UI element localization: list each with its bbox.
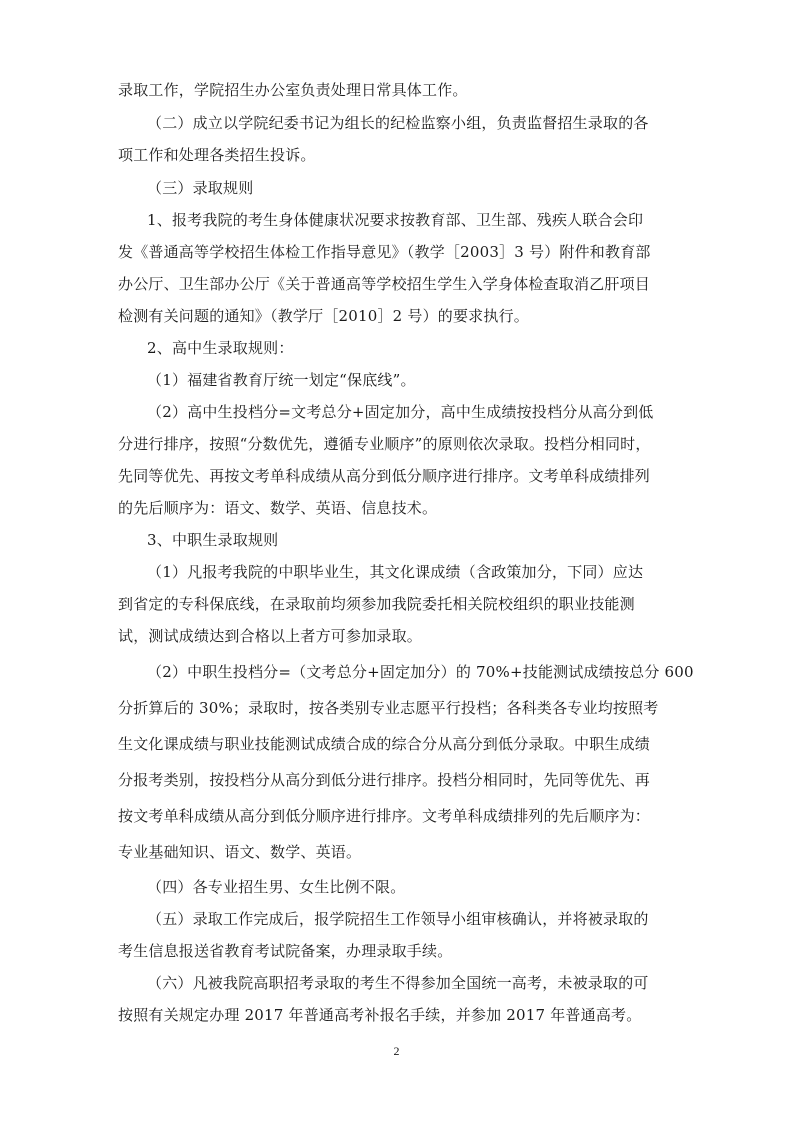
rule-2-item-2-line-1: （2）高中生投档分=文考总分+固定加分，高中生成绩按投档分从高分到低 <box>147 403 654 421</box>
section-6-line-2: 按照有关规定办理 2017 年普通高考补报名手续，并参加 2017 年普通高考。 <box>118 1006 642 1024</box>
text-line-1: 录取工作，学院招生办公室负责处理日常具体工作。 <box>118 81 468 99</box>
section-4-text: （四）各专业招生男、女生比例不限。 <box>147 878 406 896</box>
section-6-line-1: （六）凡被我院高职招考录取的考生不得参加全国统一高考，未被录取的可 <box>147 974 649 992</box>
rule-3-heading: 3、中职生录取规则 <box>147 531 279 549</box>
section-5-line-2: 考生信息报送省教育考试院备案，办理录取手续。 <box>118 942 453 960</box>
section-5-line-1: （五）录取工作完成后，报学院招生工作领导小组审核确认，并将被录取的 <box>147 910 649 928</box>
rule-2-item-2-line-4: 的先后顺序为：语文、数学、英语、信息技术。 <box>118 499 438 517</box>
rule-2-item-1: （1）福建省教育厅统一划定“保底线”。 <box>147 371 416 389</box>
rule-3-item-2-line-6: 专业基础知识、语文、数学、英语。 <box>118 843 362 861</box>
section-2-line-2: 项工作和处理各类招生投诉。 <box>118 146 316 164</box>
rule-3-item-1-line-1: （1）凡报考我院的中职毕业生，其文化课成绩（含政策加分，下同）应达 <box>147 563 644 581</box>
rule-1-line-1: 1、报考我院的考生身体健康状况要求按教育部、卫生部、残疾人联合会印 <box>147 211 644 229</box>
rule-3-item-1-line-3: 试，测试成绩达到合格以上者方可参加录取。 <box>118 627 423 645</box>
section-3-heading: （三）录取规则 <box>147 179 254 197</box>
page-number: 2 <box>393 1044 400 1058</box>
rule-2-item-2-line-3: 先同等优先、再按文考单科成绩从高分到低分顺序进行排序。文考单科成绩排列 <box>118 467 651 485</box>
rule-3-item-2-line-3: 生文化课成绩与职业技能测试成绩合成的综合分从高分到低分录取。中职生成绩 <box>118 735 651 753</box>
rule-3-item-2-line-5: 按文考单科成绩从高分到低分顺序进行排序。文考单科成绩排列的先后顺序为： <box>118 807 651 825</box>
rule-1-line-3: 办公厅、卫生部办公厅《关于普通高等学校招生学生入学身体检查取消乙肝项目 <box>118 275 651 293</box>
rule-3-item-2-line-1: （2）中职生投档分=（文考总分+固定加分）的 70%+技能测试成绩按总分 600 <box>147 663 694 681</box>
rule-3-item-2-line-4: 分报考类别，按投档分从高分到低分进行排序。投档分相同时，先同等优先、再 <box>118 771 651 789</box>
rule-2-heading: 2、高中生录取规则： <box>147 339 294 357</box>
rule-3-item-1-line-2: 到省定的专科保底线，在录取前均须参加我院委托相关院校组织的职业技能测 <box>118 595 635 613</box>
rule-1-line-2: 发《普通高等学校招生体检工作指导意见》（教学［2003］3 号）附件和教育部 <box>118 243 651 261</box>
rule-2-item-2-line-2: 分进行排序，按照“分数优先，遵循专业顺序”的原则依次录取。投档分相同时， <box>118 435 651 453</box>
rule-3-item-2-line-2: 分折算后的 30%；录取时，按各类别专业志愿平行投档；各科类各专业均按照考 <box>118 699 659 717</box>
rule-1-line-4: 检测有关问题的通知》（教学厅［2010］2 号）的要求执行。 <box>118 307 529 325</box>
section-2-line-1: （二）成立以学院纪委书记为组长的纪检监察小组，负责监督招生录取的各 <box>147 114 649 132</box>
